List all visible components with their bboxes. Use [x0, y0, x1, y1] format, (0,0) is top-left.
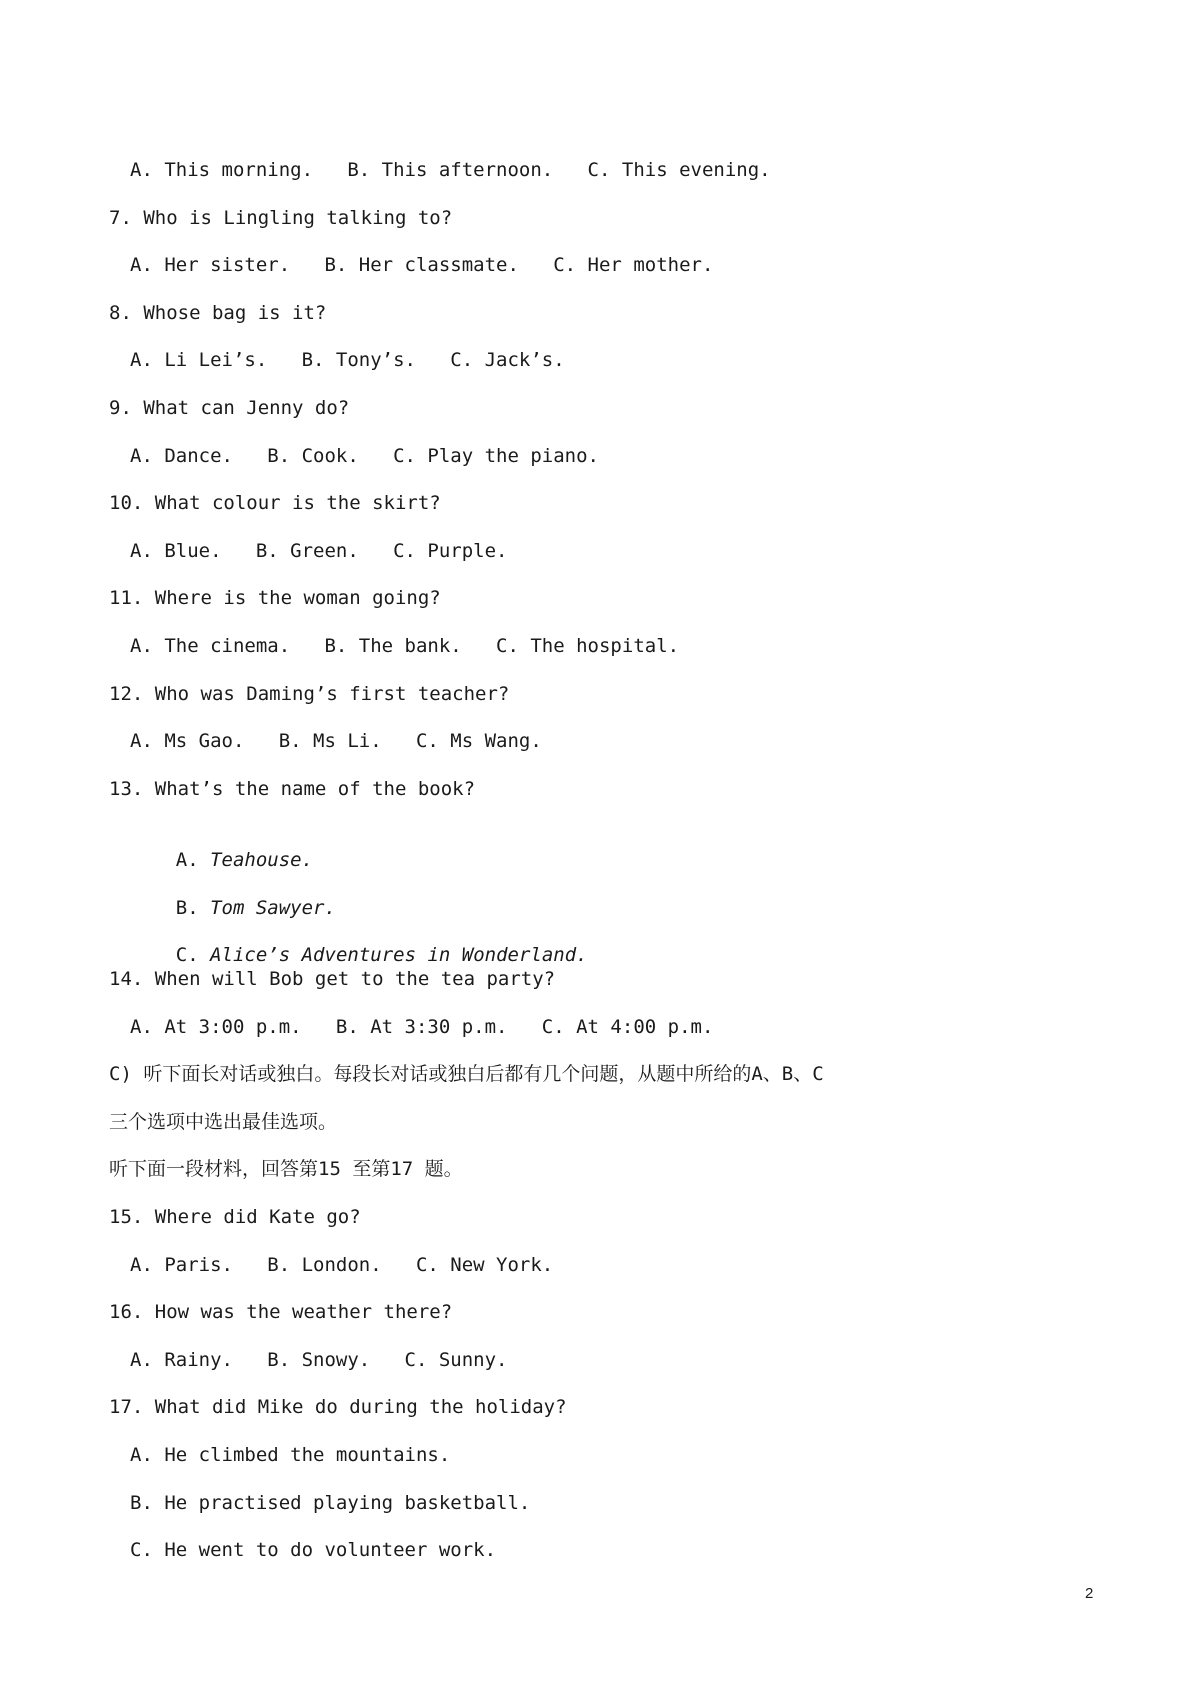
question-16: 16. How was the weather there? [109, 1301, 453, 1323]
question-13: 13. What’s the name of the book? [109, 778, 476, 800]
q13-option-c-text: Alice’s Adventures in Wonderland. [210, 944, 588, 966]
question-12: 12. Who was Daming’s first teacher? [109, 683, 510, 705]
q12-options: A. Ms Gao. B. Ms Li. C. Ms Wang. [130, 730, 542, 752]
q17-option-c: C. He went to do volunteer work. [130, 1539, 497, 1561]
question-10: 10. What colour is the skirt? [109, 492, 441, 514]
q13-option-a-text: Teahouse. [210, 849, 314, 871]
q17-option-b: B. He practised playing basketball. [130, 1492, 531, 1514]
q9-options: A. Dance. B. Cook. C. Play the piano. [130, 445, 599, 467]
page-number: 2 [1085, 1585, 1094, 1602]
question-15: 15. Where did Kate go? [109, 1206, 361, 1228]
q17-option-a: A. He climbed the mountains. [130, 1444, 451, 1466]
q13-option-c-label: C. [175, 944, 199, 966]
q13-option-a-label: A. [175, 849, 199, 871]
q6-options: A. This morning. B. This afternoon. C. This evening. [130, 159, 771, 181]
q15-options: A. Paris. B. London. C. New York. [130, 1254, 554, 1276]
question-7: 7. Who is Lingling talking to? [109, 207, 453, 229]
question-14: 14. When will Bob get to the tea party? [109, 968, 556, 990]
q7-options: A. Her sister. B. Her classmate. C. Her mother. [130, 254, 714, 276]
q13-option-b-label: B. [175, 897, 199, 919]
q8-options: A. Li Lei’s. B. Tony’s. C. Jack’s. [130, 349, 565, 371]
q13-option-b-text: Tom Sawyer. [210, 897, 336, 919]
q11-options: A. The cinema. B. The bank. C. The hospital. [130, 635, 680, 657]
q16-options: A. Rainy. B. Snowy. C. Sunny. [130, 1349, 508, 1371]
section-c-instructions-3: 听下面一段材料，回答第15 至第17 题。 [109, 1158, 463, 1180]
section-c-instructions-2: 三个选项中选出最佳选项。 [109, 1111, 338, 1133]
question-17: 17. What did Mike do during the holiday? [109, 1396, 567, 1418]
question-8: 8. Whose bag is it? [109, 302, 327, 324]
section-c-instructions-1: C) 听下面长对话或独白。每段长对话或独白后都有几个问题，从题中所给的A、B、C [109, 1063, 824, 1085]
q14-options: A. At 3:00 p.m. B. At 3:30 p.m. C. At 4:00 p.m. [130, 1016, 714, 1038]
q10-options: A. Blue. B. Green. C. Purple. [130, 540, 508, 562]
question-9: 9. What can Jenny do? [109, 397, 350, 419]
question-11: 11. Where is the woman going? [109, 587, 441, 609]
